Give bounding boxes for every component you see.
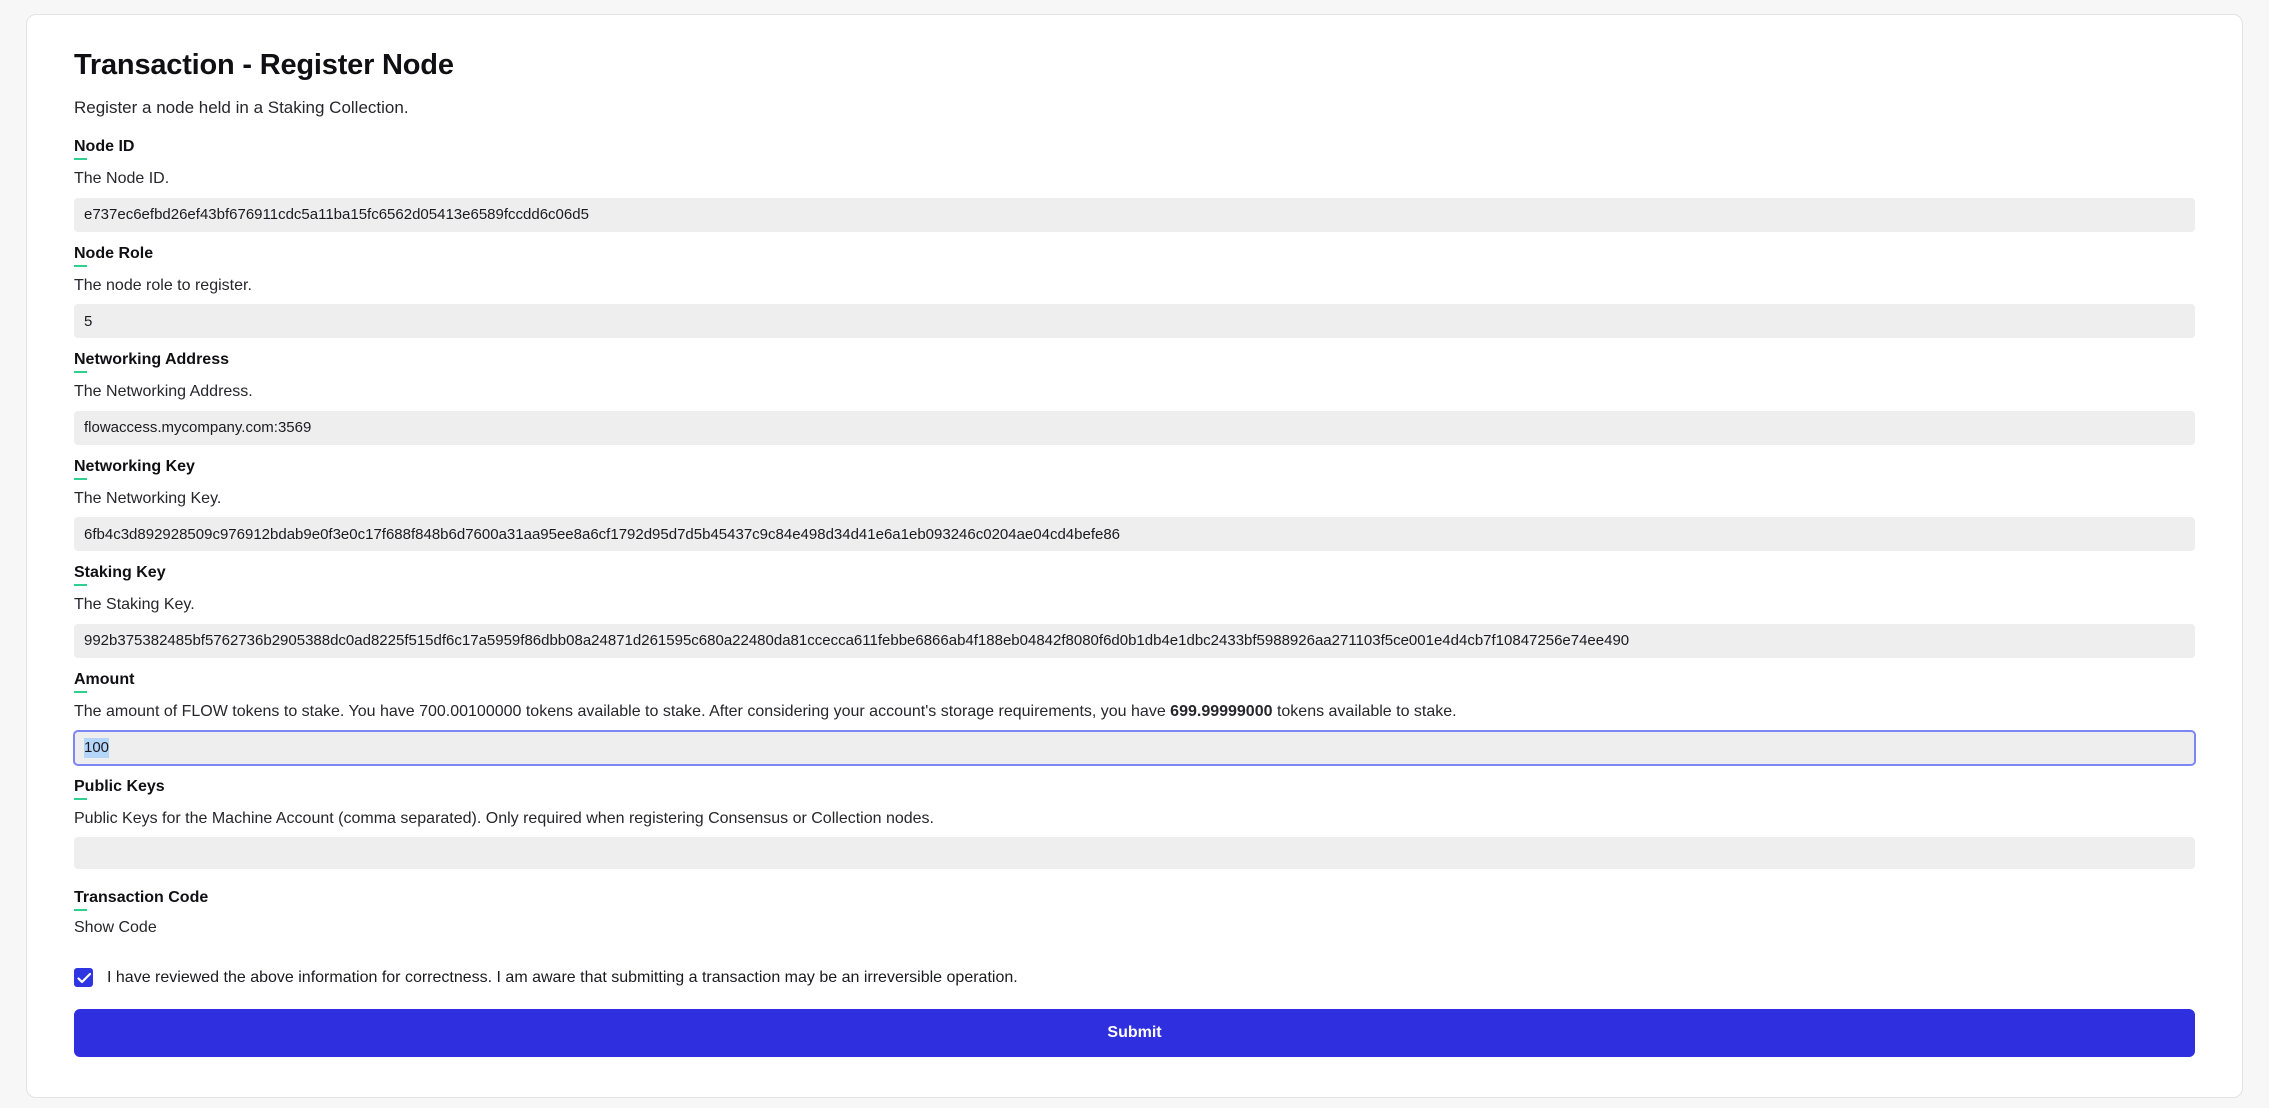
field-label-amount: Amount [74, 670, 135, 688]
submit-button[interactable]: Submit [74, 1009, 2195, 1057]
networking-address-input[interactable] [74, 411, 2195, 445]
networking-key-input[interactable] [74, 517, 2195, 551]
field-label-networking-key: Networking Key [74, 457, 195, 475]
field-label-networking-address: Networking Address [74, 351, 229, 369]
node-role-input[interactable] [74, 304, 2195, 338]
staking-key-input[interactable] [74, 624, 2195, 658]
page-subtitle: Register a node held in a Staking Collection. [74, 98, 409, 117]
field-node-id [74, 138, 2195, 232]
field-label-transaction-code: Transaction Code [74, 889, 209, 907]
field-label-node-role: Node Role [74, 244, 154, 262]
field-description-networking-address: The Networking Address. [74, 383, 253, 401]
page-title: Transaction - Register Node [74, 49, 454, 81]
consent-label: I have reviewed the above information for correctness. I am aware that submitting a transaction may be an irreversible operation. [107, 968, 1018, 986]
amount-desc-part2: tokens available to stake. [1272, 702, 1457, 720]
field-amount [74, 671, 2195, 765]
amount-desc-part1: The amount of FLOW tokens to stake. You have 700.00100000 tokens available to stake. After considering your account's storage requirements, you have [74, 702, 1171, 720]
field-transaction-code [74, 889, 2195, 937]
field-label-public-keys: Public Keys [74, 777, 165, 795]
public-keys-input[interactable] [74, 837, 2195, 869]
field-label-node-id: Node ID [74, 138, 135, 155]
field-description-public-keys: Public Keys for the Machine Account (comma separated). Only required when registering Consensus or Collection nodes. [74, 809, 934, 827]
check-icon [77, 972, 92, 985]
amount-input-wrap [74, 731, 2195, 765]
field-description-staking-key: The Staking Key. [74, 596, 195, 614]
field-description-networking-key: The Networking Key. [74, 489, 222, 507]
field-node-role [74, 245, 2195, 339]
field-public-keys [74, 778, 2195, 870]
amount-input[interactable] [74, 731, 2195, 765]
consent-checkbox[interactable] [74, 968, 93, 987]
show-code-link[interactable]: Show Code [74, 919, 157, 937]
amount-input-selected-text: 100 [84, 738, 110, 756]
node-id-input[interactable] [74, 198, 2195, 232]
field-networking-address [74, 351, 2195, 445]
field-staking-key [74, 564, 2195, 658]
field-description-amount [74, 701, 2195, 723]
field-networking-key [74, 458, 2195, 552]
amount-available-value: 699.99999000 [1170, 702, 1273, 720]
field-description-node-role: The node role to register. [74, 276, 252, 294]
consent-row [74, 968, 2195, 987]
field-description-node-id: The Node ID. [74, 170, 170, 187]
transaction-card [26, 14, 2243, 1098]
field-label-staking-key: Staking Key [74, 564, 166, 582]
